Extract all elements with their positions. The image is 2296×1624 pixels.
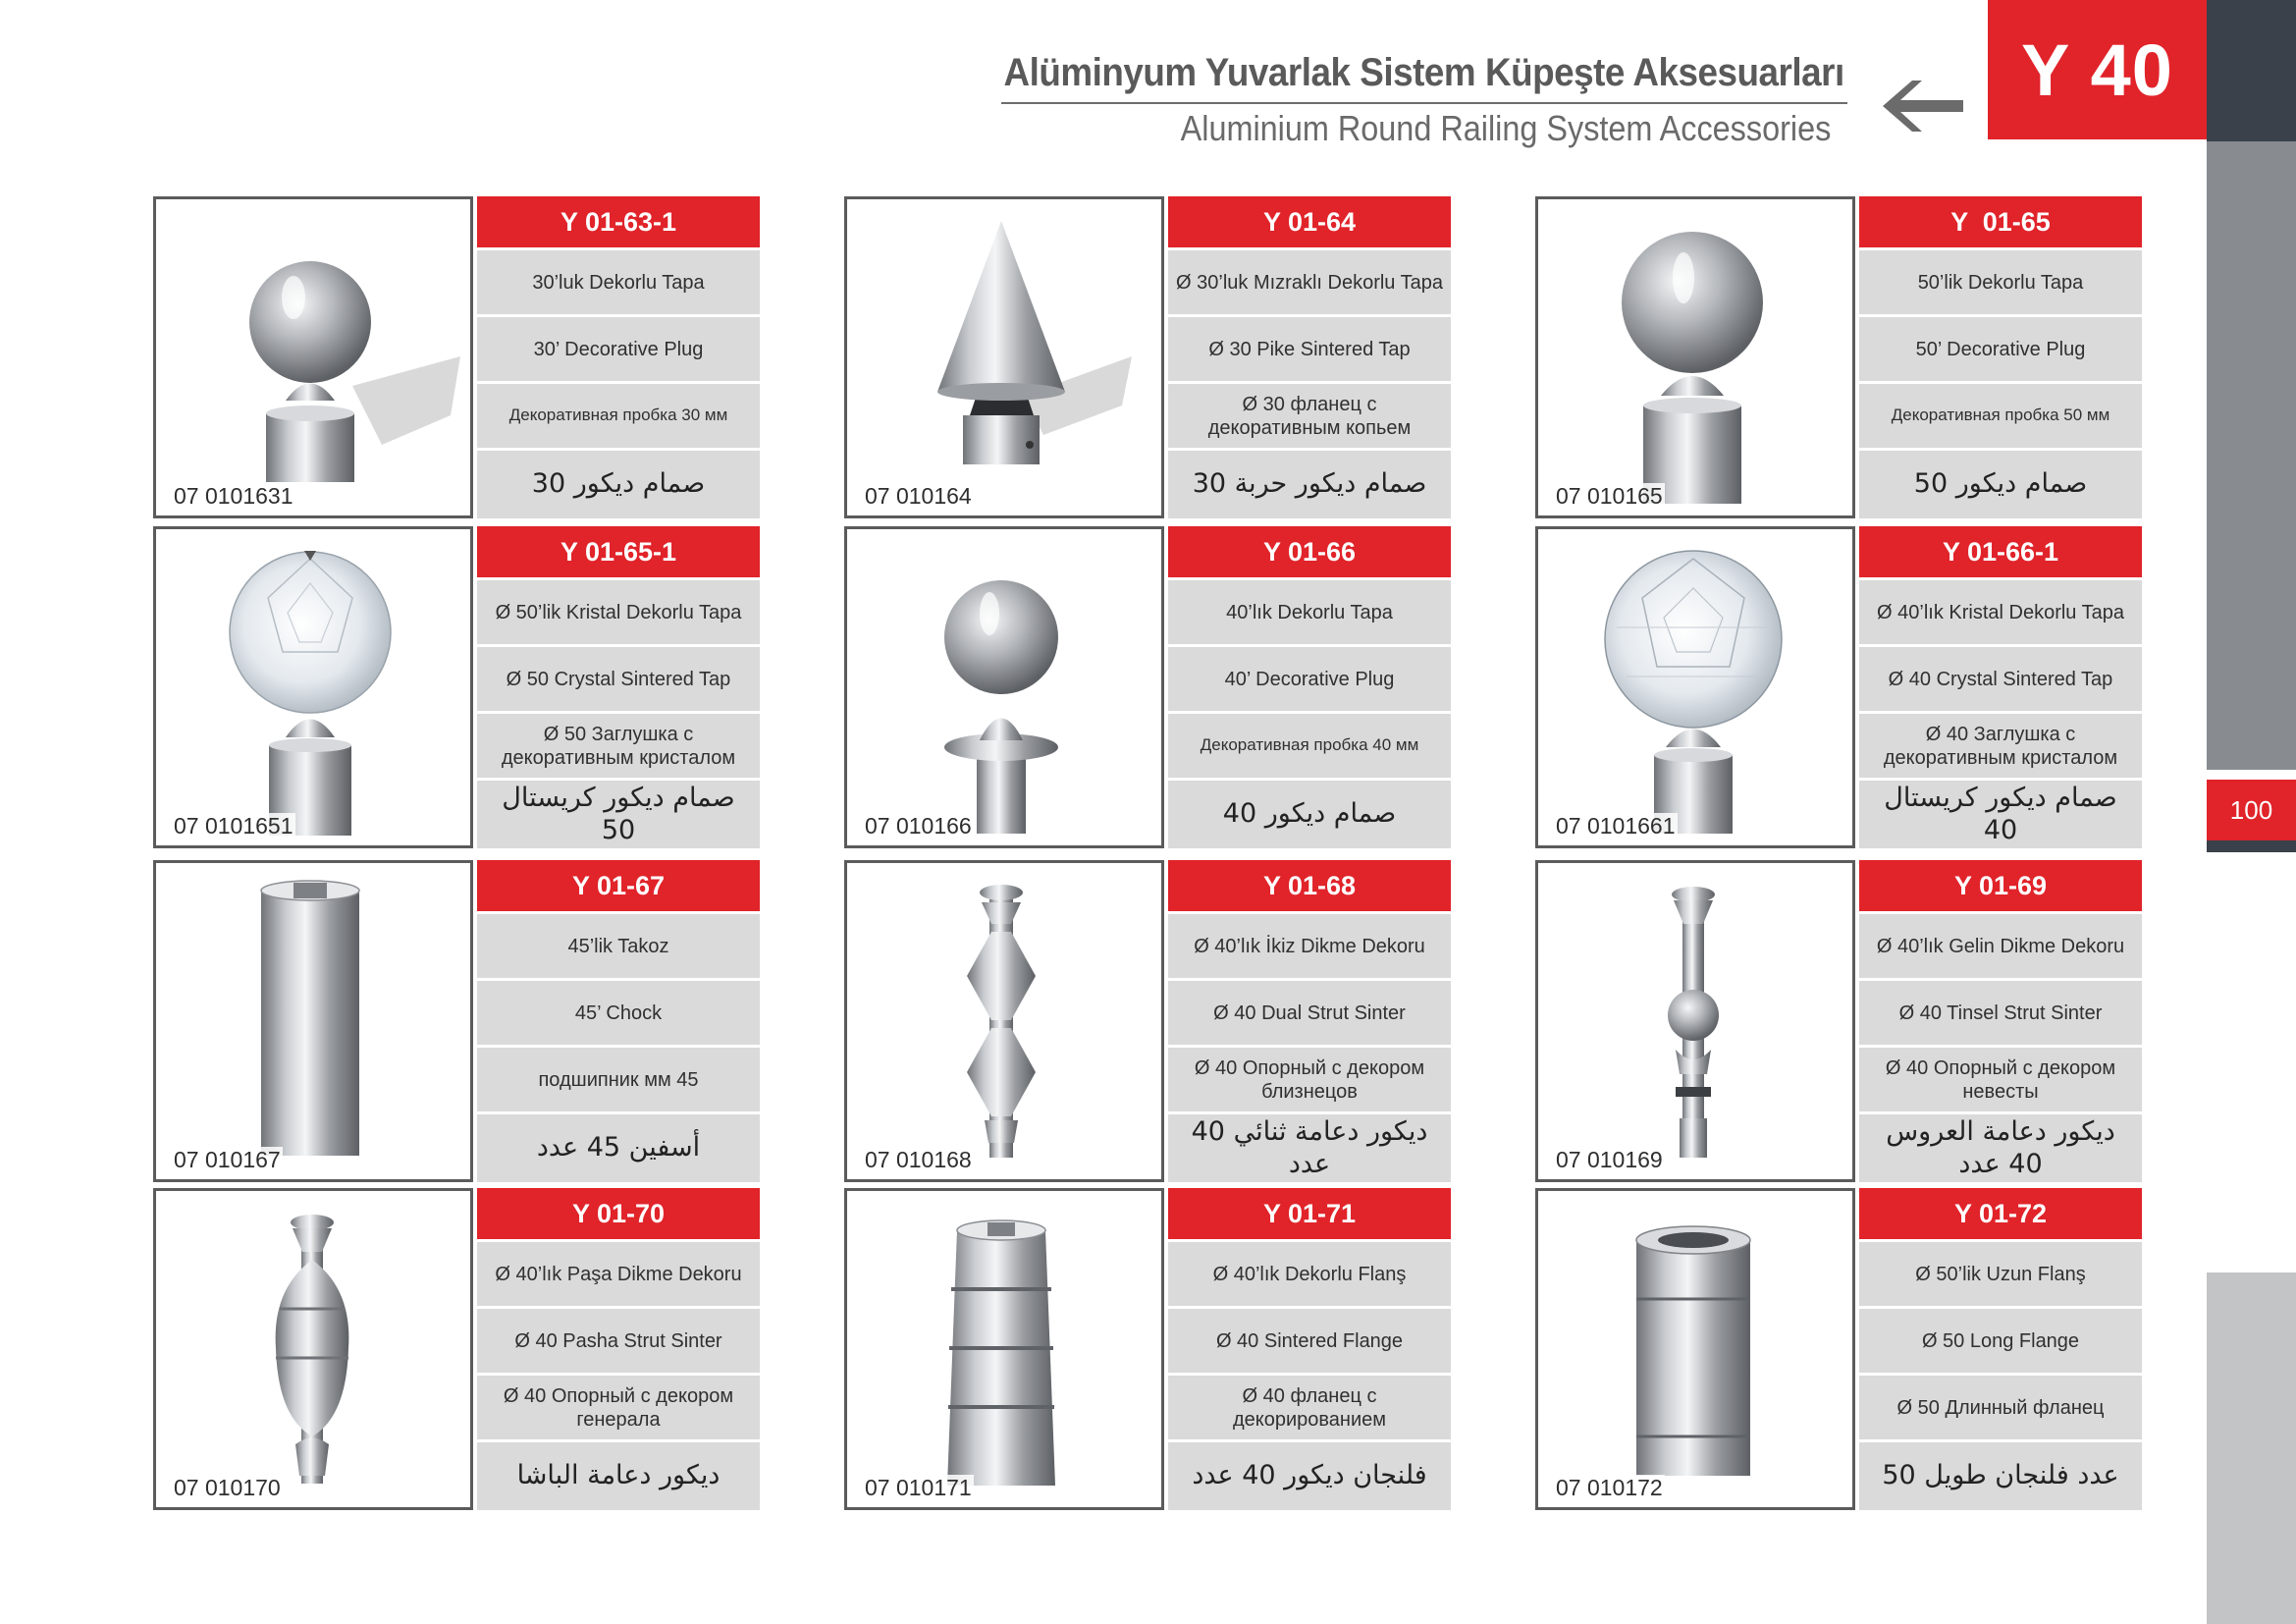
product-code: 07 010169 <box>1556 1147 1663 1172</box>
page-number: 100 <box>2207 780 2296 840</box>
page-title: Alüminyum Yuvarlak Sistem Küpeşte Aksesuarları <box>1003 51 1844 94</box>
product-photo <box>153 526 473 848</box>
product-code: 07 0101651 <box>174 813 294 839</box>
model-number: Y 01-67 <box>477 860 760 911</box>
product-photo <box>844 1188 1164 1510</box>
name-english: Ø 40 Crystal Sintered Tap <box>1859 647 2142 711</box>
name-turkish: Ø 30’luk Mızraklı Dekorlu Tapa <box>1168 250 1451 314</box>
name-arabic: فلنجان ديكور 40 عدد <box>1168 1442 1451 1510</box>
name-turkish: 50’lik Dekorlu Tapa <box>1859 250 2142 314</box>
name-turkish: Ø 50’lik Uzun Flanş <box>1859 1242 2142 1306</box>
product-photo <box>153 860 473 1182</box>
series-badge: Y 40 <box>1988 0 2207 139</box>
model-number: Y 01-71 <box>1168 1188 1451 1239</box>
dual-strut-icon <box>847 863 1161 1179</box>
crystal-plug-icon <box>156 529 470 845</box>
name-arabic: ديكور دعامة العروس 40 عدد <box>1859 1114 2142 1182</box>
pasha-strut-icon <box>156 1191 470 1507</box>
product-code: 07 010164 <box>865 483 972 509</box>
model-number: Y 01-68 <box>1168 860 1451 911</box>
name-turkish: 40’lık Dekorlu Tapa <box>1168 580 1451 644</box>
product-photo <box>844 196 1164 518</box>
product-card <box>844 196 1451 518</box>
product-photo <box>844 526 1164 848</box>
spike-plug-icon <box>847 199 1161 515</box>
side-strip-top <box>2207 0 2296 141</box>
page-subtitle: Aluminium Round Railing System Accessories <box>1180 108 1831 148</box>
name-russian: Ø 50 Заглушка с декоративным кристалом <box>477 714 760 778</box>
product-code: 07 0101661 <box>1556 813 1676 839</box>
name-russian: Ø 40 Опорный с декором невесты <box>1859 1048 2142 1111</box>
name-english: Ø 30 Pike Sintered Tap <box>1168 317 1451 381</box>
product-code: 07 010170 <box>174 1475 281 1500</box>
name-turkish: 45’lik Takoz <box>477 914 760 978</box>
name-english: Ø 40 Sintered Flange <box>1168 1309 1451 1373</box>
ball-plug-icon <box>156 199 470 515</box>
name-turkish: Ø 40’lık Paşa Dikme Dekoru <box>477 1242 760 1306</box>
name-arabic: صمام ديكور كريستال 50 <box>477 781 760 848</box>
title-divider <box>1001 102 1847 104</box>
name-russian: Ø 40 фланец с декорированием <box>1168 1376 1451 1439</box>
product-card <box>153 1188 760 1510</box>
name-russian: подшипник мм 45 <box>477 1048 760 1111</box>
model-number: Y 01-63-1 <box>477 196 760 247</box>
chock-cylinder-icon <box>156 863 470 1179</box>
model-number: Y 01-69 <box>1859 860 2142 911</box>
model-number: Y 01-72 <box>1859 1188 2142 1239</box>
model-number: Y 01-65-1 <box>477 526 760 577</box>
long-flange-icon <box>1538 1191 1852 1507</box>
name-english: Ø 40 Dual Strut Sinter <box>1168 981 1451 1045</box>
product-card <box>153 196 760 518</box>
name-russian: Декоративная пробка 30 мм <box>477 384 760 448</box>
name-turkish: 30’luk Dekorlu Tapa <box>477 250 760 314</box>
product-card <box>844 1188 1451 1510</box>
product-card <box>1535 1188 2142 1510</box>
ball-plug-icon <box>847 529 1161 845</box>
name-english: 45’ Chock <box>477 981 760 1045</box>
name-english: 30’ Decorative Plug <box>477 317 760 381</box>
name-arabic: صمام ديكور 30 <box>477 451 760 518</box>
product-photo <box>1535 1188 1855 1510</box>
product-photo <box>1535 860 1855 1182</box>
arrow-left-icon <box>1883 79 1965 134</box>
product-card <box>153 526 760 848</box>
product-photo <box>844 860 1164 1182</box>
name-turkish: Ø 40’lık Kristal Dekorlu Tapa <box>1859 580 2142 644</box>
name-russian: Декоративная пробка 50 мм <box>1859 384 2142 448</box>
name-arabic: أسفين 45 عدد <box>477 1114 760 1182</box>
side-strip-bottom <box>2207 1272 2296 1624</box>
name-arabic: صمام ديكور 40 <box>1168 781 1451 848</box>
name-russian: Ø 30 фланец с декоративным копьем <box>1168 384 1451 448</box>
name-turkish: Ø 40’lık Gelin Dikme Dekoru <box>1859 914 2142 978</box>
name-arabic: صمام ديكور حربة 30 <box>1168 451 1451 518</box>
model-number: Y 01-70 <box>477 1188 760 1239</box>
product-code: 07 010171 <box>865 1475 972 1500</box>
name-english: 50’ Decorative Plug <box>1859 317 2142 381</box>
product-photo <box>1535 196 1855 518</box>
tinsel-strut-icon <box>1538 863 1852 1179</box>
product-photo <box>153 1188 473 1510</box>
product-card <box>1535 860 2142 1182</box>
name-russian: Ø 40 Опорный с декором близнецов <box>1168 1048 1451 1111</box>
product-card <box>1535 196 2142 518</box>
name-turkish: Ø 50’lik Kristal Dekorlu Tapa <box>477 580 760 644</box>
name-turkish: Ø 40’lık İkiz Dikme Dekoru <box>1168 914 1451 978</box>
model-number: Y 01-66 <box>1168 526 1451 577</box>
name-english: Ø 50 Crystal Sintered Tap <box>477 647 760 711</box>
name-russian: Ø 50 Длинный фланец <box>1859 1376 2142 1439</box>
product-code: 07 010172 <box>1556 1475 1663 1500</box>
name-arabic: ديكور دعامة ثنائي 40 عدد <box>1168 1114 1451 1182</box>
name-arabic: عدد فلنجان طويل 50 <box>1859 1442 2142 1510</box>
product-card <box>153 860 760 1182</box>
product-code: 07 010165 <box>1556 483 1663 509</box>
name-english: Ø 50 Long Flange <box>1859 1309 2142 1373</box>
product-card <box>844 526 1451 848</box>
product-code: 07 010167 <box>174 1147 281 1172</box>
name-english: Ø 40 Tinsel Strut Sinter <box>1859 981 2142 1045</box>
model-number: Y 01-64 <box>1168 196 1451 247</box>
name-russian: Ø 40 Заглушка с декоративным кристалом <box>1859 714 2142 778</box>
product-code: 07 010168 <box>865 1147 972 1172</box>
name-russian: Декоративная пробка 40 мм <box>1168 714 1451 778</box>
ball-plug-icon <box>1538 199 1852 515</box>
name-arabic: ديكور دعامة الباشا <box>477 1442 760 1510</box>
product-photo <box>153 196 473 518</box>
side-strip-rule <box>2207 840 2296 852</box>
product-card <box>1535 526 2142 848</box>
model-number: Y 01-65 <box>1859 196 2142 247</box>
product-code: 07 0101631 <box>174 483 294 509</box>
product-photo <box>1535 526 1855 848</box>
side-strip-grey <box>2207 141 2296 770</box>
name-russian: Ø 40 Опорный с декором генерала <box>477 1376 760 1439</box>
model-number: Y 01-66-1 <box>1859 526 2142 577</box>
name-arabic: صمام ديكور كريستال 40 <box>1859 781 2142 848</box>
name-english: Ø 40 Pasha Strut Sinter <box>477 1309 760 1373</box>
product-code: 07 010166 <box>865 813 972 839</box>
name-turkish: Ø 40’lık Dekorlu Flanş <box>1168 1242 1451 1306</box>
crystal-plug-icon <box>1538 529 1852 845</box>
ribbed-flange-icon <box>847 1191 1161 1507</box>
name-arabic: صمام ديكور 50 <box>1859 451 2142 518</box>
name-english: 40’ Decorative Plug <box>1168 647 1451 711</box>
product-card <box>844 860 1451 1182</box>
